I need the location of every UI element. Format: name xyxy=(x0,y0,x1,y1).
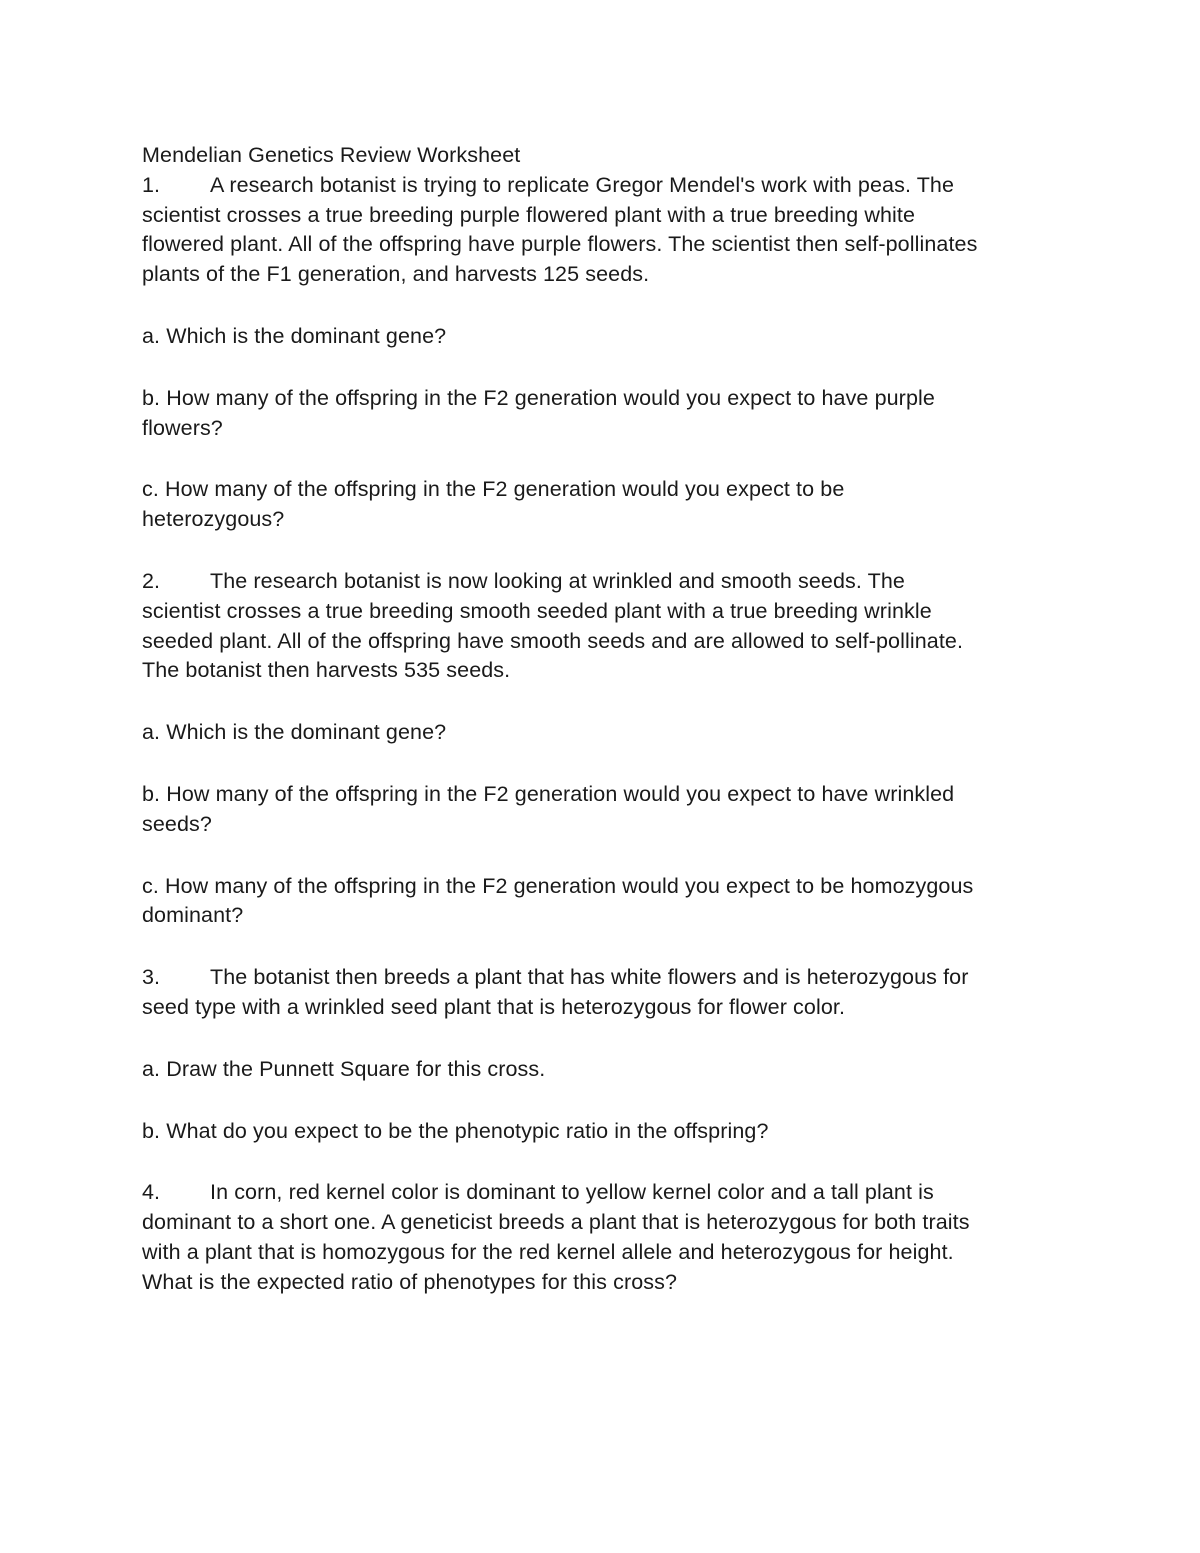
question-text: The botanist then breeds a plant that has white flowers and is heterozygous for xyxy=(210,965,969,990)
worksheet-page xyxy=(142,141,1062,1298)
question-2 xyxy=(142,567,1062,931)
question-3 xyxy=(142,963,1062,1146)
question-number: 2. xyxy=(142,568,161,593)
question-number: 3. xyxy=(142,965,161,990)
question-text: seed type with a wrinkled seed plant that is heterozygous for flower color. xyxy=(142,994,846,1019)
question-4 xyxy=(142,1178,1062,1297)
question-3-part-b: b. What do you expect to be the phenotypic ratio in the offspring? xyxy=(142,1118,769,1143)
question-text: dominant to a short one. A geneticist breeds a plant that is heterozygous for both traits xyxy=(142,1210,970,1235)
question-text: The botanist then harvests 535 seeds. xyxy=(142,658,511,683)
question-text: flowered plant. All of the offspring have purple flowers. The scientist then self-pollinates xyxy=(142,232,978,257)
question-text: The research botanist is now looking at wrinkled and smooth seeds. The xyxy=(210,568,905,593)
question-1-line-1 xyxy=(142,171,1062,201)
question-2-part-a: a. Which is the dominant gene? xyxy=(142,720,447,745)
question-text: A research botanist is trying to replicate Gregor Mendel's work with peas. The xyxy=(210,172,955,197)
question-1-part-b-cont: flowers? xyxy=(142,415,223,440)
question-text: with a plant that is homozygous for the red kernel allele and heterozygous for height. xyxy=(142,1239,954,1264)
question-1-part-c-cont: heterozygous? xyxy=(142,507,285,532)
question-2-part-c: c. How many of the offspring in the F2 generation would you expect to be homozygous xyxy=(142,873,974,898)
question-1-part-c: c. How many of the offspring in the F2 generation would you expect to be xyxy=(142,477,845,502)
question-text: scientist crosses a true breeding purple flowered plant with a true breeding white xyxy=(142,202,916,227)
question-number: 4. xyxy=(142,1180,161,1205)
question-1-part-b: b. How many of the offspring in the F2 generation would you expect to have purple xyxy=(142,385,935,410)
question-text: seeded plant. All of the offspring have smooth seeds and are allowed to self-pollinate. xyxy=(142,628,964,653)
question-3-line-1 xyxy=(142,963,1062,993)
question-2-part-b-cont: seeds? xyxy=(142,811,212,836)
question-text: scientist crosses a true breeding smooth seeded plant with a true breeding wrinkle xyxy=(142,598,932,623)
question-1 xyxy=(142,171,1062,535)
question-number: 1. xyxy=(142,172,161,197)
worksheet-title: Mendelian Genetics Review Worksheet xyxy=(142,143,521,167)
question-2-line-1 xyxy=(142,567,1062,597)
question-3-part-a: a. Draw the Punnett Square for this cross. xyxy=(142,1056,546,1081)
question-1-part-a: a. Which is the dominant gene? xyxy=(142,323,447,348)
question-text: In corn, red kernel color is dominant to yellow kernel color and a tall plant is xyxy=(210,1180,934,1205)
question-2-part-b: b. How many of the offspring in the F2 generation would you expect to have wrinkled xyxy=(142,781,955,806)
question-2-part-c-cont: dominant? xyxy=(142,903,244,928)
question-text: What is the expected ratio of phenotypes for this cross? xyxy=(142,1269,678,1294)
question-text: plants of the F1 generation, and harvests 125 seeds. xyxy=(142,262,650,287)
question-4-line-1 xyxy=(142,1178,1062,1208)
